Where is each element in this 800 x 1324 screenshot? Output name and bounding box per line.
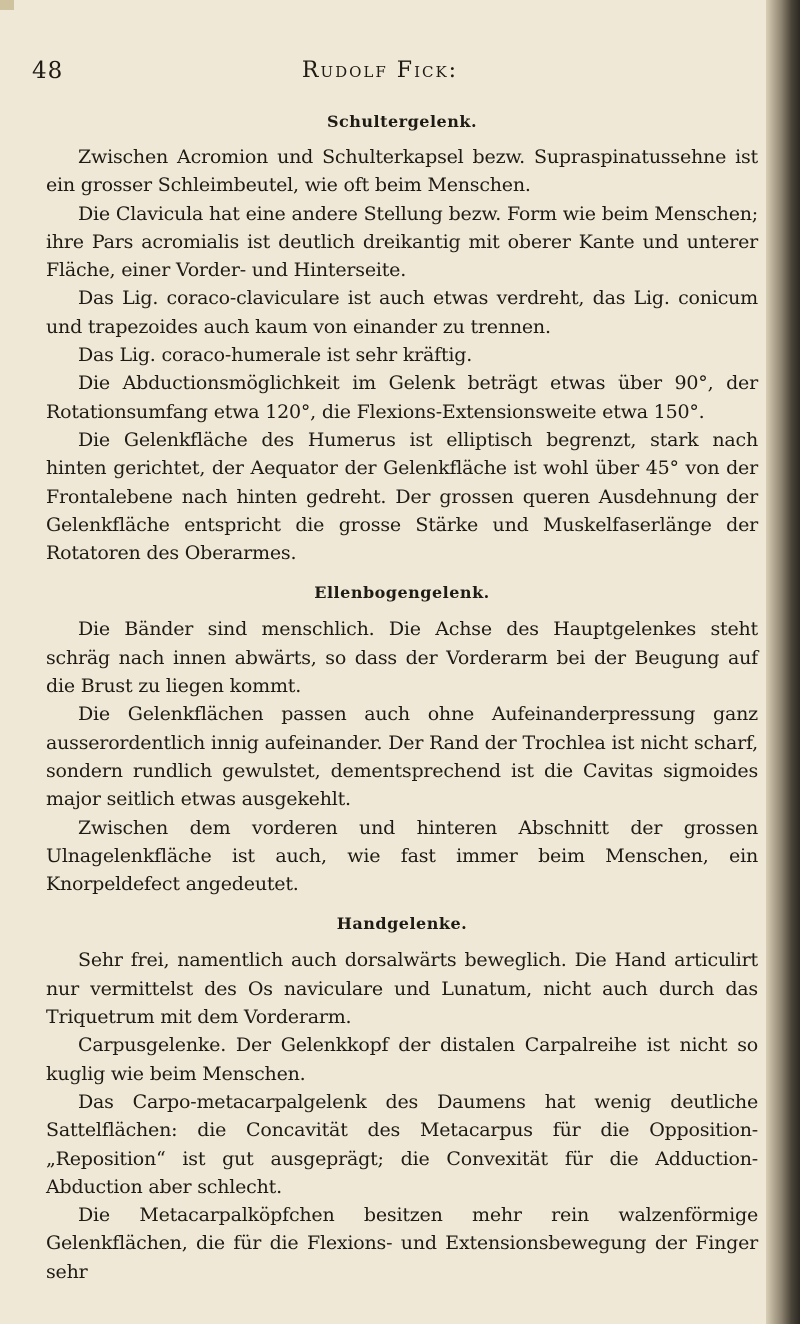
section-heading-ellenbogengelenk: Ellenbogengelenk. (314, 583, 490, 603)
paragraph: Die Gelenkflächen passen auch ohne Aufeinanderpressung ganz ausserordentlich innig aufeinander. Der Rand der Trochlea ist nicht scharf, sondern rundlich gewulstet, dementsprechend ist die Cavitas sigmoides major seitlich etwas ausgekehlt. (46, 703, 758, 811)
paragraph: Das Lig. coraco-claviculare ist auch etwas verdreht, das Lig. conicum und trapezoides auch kaum von einander zu trennen. (46, 287, 758, 338)
paragraph: Zwischen Acromion und Schulterkapsel bezw. Supraspinatussehne ist ein grosser Schleimbeutel, wie oft beim Menschen. (46, 146, 758, 197)
paragraph: Die Gelenkfläche des Humerus ist elliptisch begrenzt, stark nach hinten gerichtet, der Aequator der Gelenkfläche ist wohl über 45° von der Frontalebene nach hinten gedreht. Der grossen queren Ausdehnung der Gelenkfläche entspricht die grosse Stärke und Muskelfaserlänge der Rotatoren des Oberarmes. (46, 428, 758, 565)
section-heading-schultergelenk: Schultergelenk. (326, 112, 478, 131)
running-header (0, 58, 760, 88)
page-corner-fold (0, 0, 14, 10)
paragraph: Die Abductionsmöglichkeit im Gelenk beträgt etwas über 90°, der Rotationsumfang etwa 120°, die Flexions-Extensionsweite etwa 150°. (46, 372, 758, 423)
paragraph: Zwischen dem vorderen und hinteren Abschnitt der grossen Ulnagelenkfläche ist auch, wie fast immer beim Menschen, ein Knorpeldefect angedeutet. (46, 816, 758, 896)
paragraph: Die Clavicula hat eine andere Stellung bezw. Form wie beim Menschen; ihre Pars acromialis ist deutlich dreikantig mit oberer Kante und unterer Fläche, einer Vorder- und Hinterseite. (46, 202, 758, 282)
paragraph: Die Metacarpalköpfchen besitzen mehr rein walzenförmige Gelenkflächen, die für die Flexions- und Extensionsbewegung der Finger sehr (46, 1204, 758, 1283)
paragraph: Carpusgelenke. Der Gelenkkopf der distalen Carpalreihe ist nicht so kuglig wie beim Menschen. (46, 1034, 758, 1085)
running-title: Rudolf Fick: (301, 58, 459, 83)
paragraph: Das Carpo-metacarpalgelenk des Daumens hat wenig deutliche Sattelflächen: die Concavität des Metacarpus für die Opposition-„Reposition“ ist gut ausgeprägt; die Convexität für die Adduction-Abduction aber schlecht. (46, 1090, 758, 1198)
paragraph: Sehr frei, namentlich auch dorsalwärts beweglich. Die Hand articulirt nur vermittelst des Os naviculare und Lunatum, nicht auch durch das Triquetrum mit dem Vorderarm. (46, 949, 758, 1029)
paragraph: Die Bänder sind menschlich. Die Achse des Hauptgelenkes steht schräg nach innen abwärts, so dass der Vorderarm bei der Beugung auf die Brust zu liegen kommt. (46, 618, 758, 698)
book-page-edge (766, 0, 800, 1324)
page-body (46, 112, 758, 1286)
page-number: 48 (32, 58, 64, 84)
paragraph: Das Lig. coraco-humerale ist sehr kräftig. (78, 344, 473, 367)
section-heading-handgelenke: Handgelenke. (336, 914, 468, 934)
